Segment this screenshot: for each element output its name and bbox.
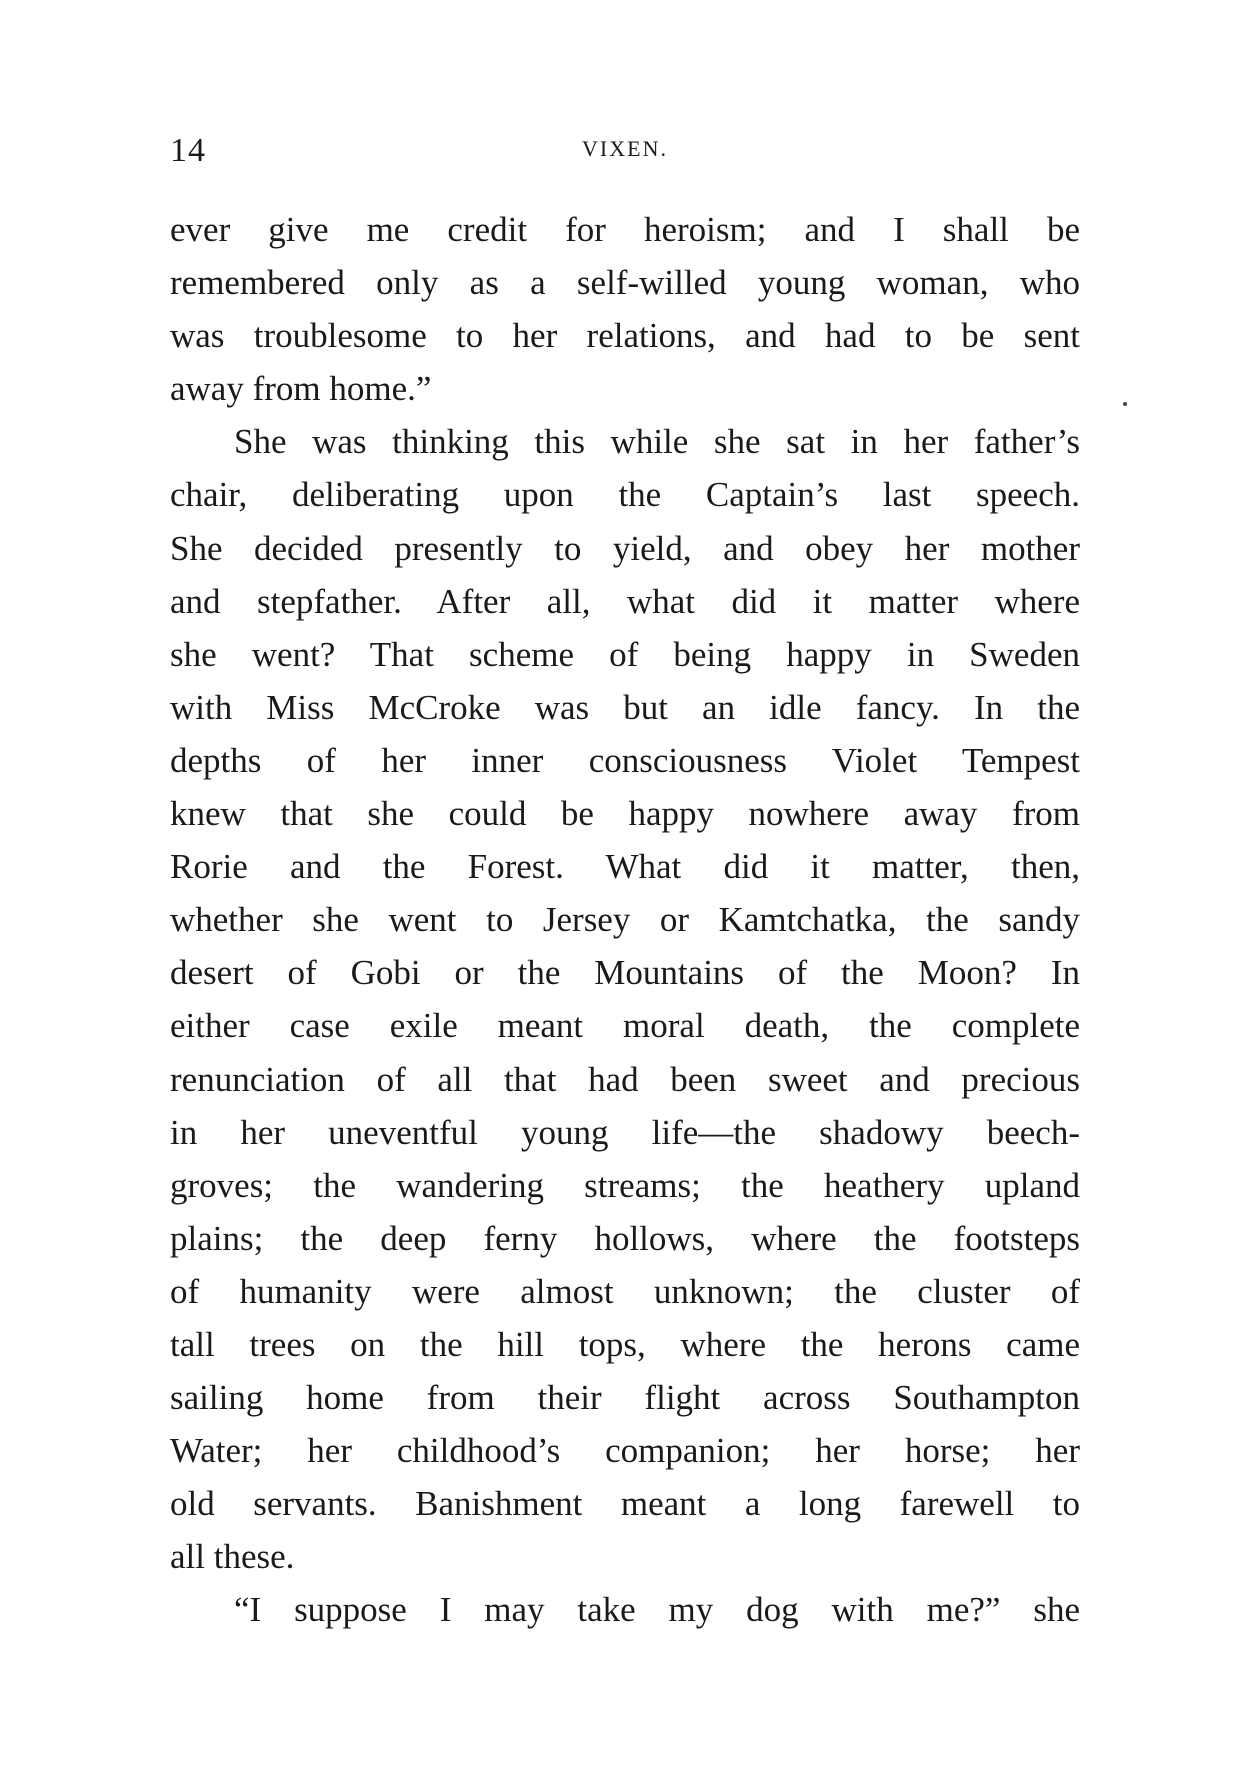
text-line: remembered only as a self-willed young woman, who: [170, 263, 1080, 303]
text-line: depths of her inner consciousness Violet Tempest: [170, 740, 1080, 780]
text-line: of humanity were almost unknown; the cluster of: [170, 1271, 1080, 1311]
text-line: in her uneventful young life—the shadowy beech-: [170, 1112, 1080, 1152]
print-speck: [1123, 402, 1127, 406]
text-line: Water; her childhood’s companion; her horse; her: [170, 1431, 1080, 1471]
text-line: whether she went to Jersey or Kamtchatka, the sandy: [170, 900, 1080, 940]
text-line: with Miss McCroke was but an idle fancy. In the: [170, 687, 1080, 727]
text-line: and stepfather. After all, what did it matter where: [170, 581, 1080, 621]
text-line: either case exile meant moral death, the complete: [170, 1006, 1080, 1046]
text-line: She was thinking this while she sat in her father’s: [234, 422, 1080, 462]
text-line: ever give me credit for heroism; and I shall be: [170, 210, 1080, 249]
text-line: all these.: [170, 1537, 295, 1577]
running-title: VIXEN.: [582, 136, 668, 161]
text-line: knew that she could be happy nowhere away from: [170, 794, 1080, 834]
text-line: old servants. Banishment meant a long farewell to: [170, 1484, 1080, 1524]
text-line: sailing home from their flight across Southampton: [170, 1378, 1080, 1418]
text-line: away from home.”: [170, 369, 432, 409]
text-line: was troublesome to her relations, and had to be sent: [170, 316, 1080, 356]
text-line: She decided presently to yield, and obey her mother: [170, 528, 1080, 568]
text-line: she went? That scheme of being happy in Sweden: [170, 634, 1080, 674]
text-line: desert of Gobi or the Mountains of the Moon? In: [170, 953, 1080, 993]
text-line: tall trees on the hill tops, where the herons came: [170, 1324, 1080, 1364]
text-line: Rorie and the Forest. What did it matter, then,: [170, 847, 1080, 887]
text-line: groves; the wandering streams; the heathery upland: [170, 1165, 1080, 1205]
page-header: [170, 132, 1080, 176]
page-number: 14: [170, 132, 206, 169]
text-line: chair, deliberating upon the Captain’s last speech.: [170, 475, 1080, 515]
body-text: [170, 203, 1080, 1637]
text-line: plains; the deep ferny hollows, where the footsteps: [170, 1218, 1080, 1258]
text-line: renunciation of all that had been sweet and precious: [170, 1059, 1080, 1099]
text-line: “I suppose I may take my dog with me?” she: [234, 1590, 1080, 1630]
